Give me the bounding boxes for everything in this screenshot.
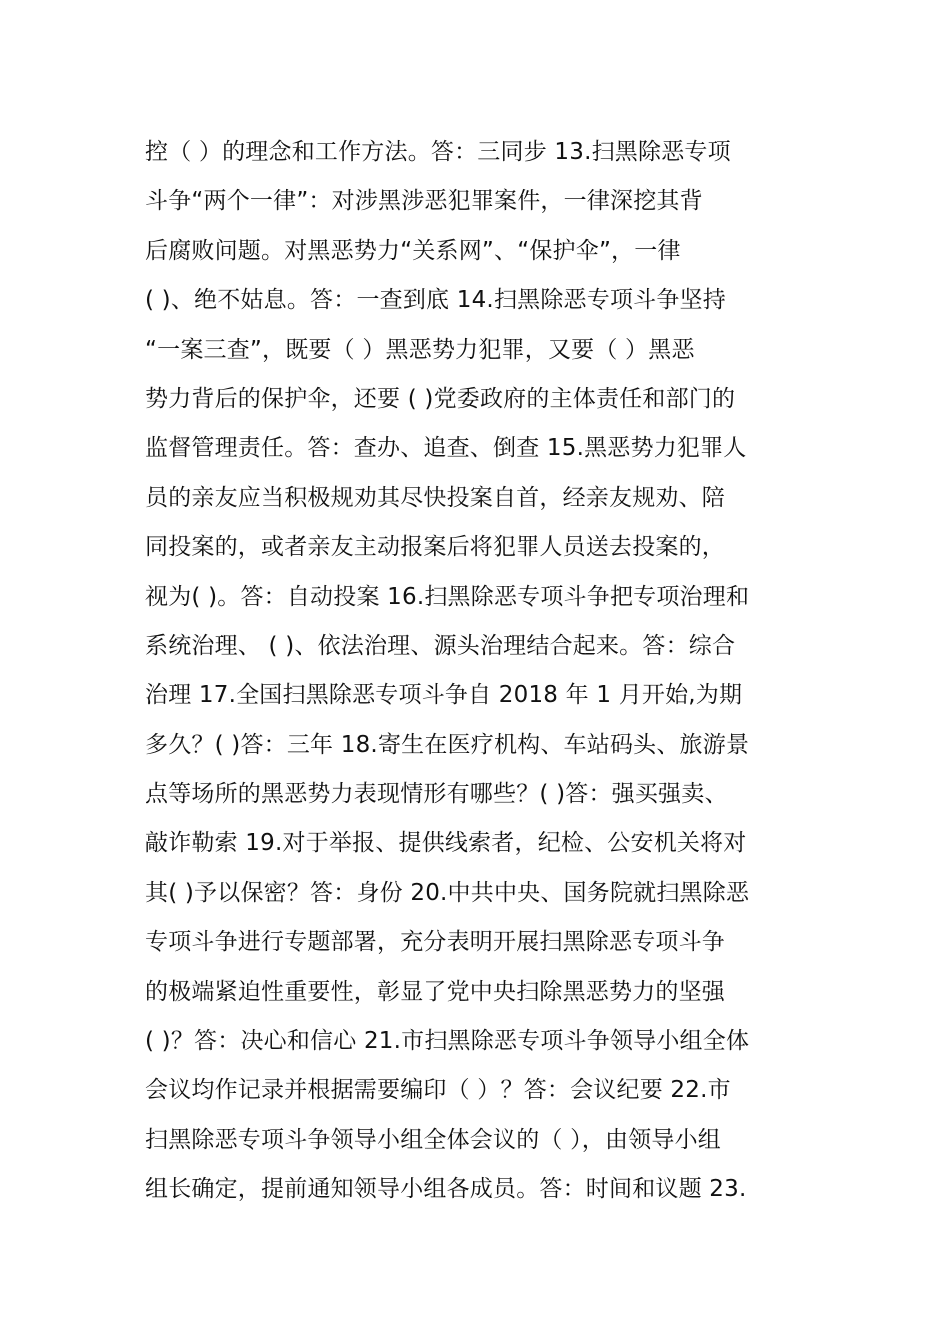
text-line: ( )、绝不姑息。答：一查到底 14.扫黑除恶专项斗争坚持 (145, 287, 726, 314)
text-line: 治理 17.全国扫黑除恶专项斗争自 2018 年 1 月开始,为期 (145, 682, 743, 709)
text-line: 同投案的，或者亲友主动报案后将犯罪人员送去投案的， (145, 534, 725, 561)
text-line: 系统治理、 ( )、依法治理、源头治理结合起来。答：综合 (145, 632, 736, 659)
text-line: 专项斗争进行专题部署，充分表明开展扫黑除恶专项斗争 (145, 929, 725, 956)
text-line: 的极端紧迫性重要性，彰显了党中央扫除黑恶势力的坚强 (145, 978, 725, 1005)
text-line: 员的亲友应当积极规劝其尽快投案自首，经亲友规劝、陪 (145, 484, 725, 511)
text-line: 扫黑除恶专项斗争领导小组全体会议的（ ），由领导小组 (145, 1126, 722, 1153)
text-line: 敲诈勒索 19.对于举报、提供线索者，纪检、公安机关将对 (145, 830, 747, 857)
text-line: “一案三查”，既要（ ）黑恶势力犯罪，又要（ ）黑恶 (145, 336, 695, 363)
text-line: 组长确定，提前通知领导小组各成员。答：时间和议题 23. (145, 1176, 747, 1203)
text-line: 监督管理责任。答：查办、追查、倒查 15.黑恶势力犯罪人 (145, 435, 747, 462)
text-line: 势力背后的保护伞，还要 ( )党委政府的主体责任和部门的 (145, 385, 736, 412)
text-line: 视为( )。答：自动投案 16.扫黑除恶专项斗争把专项治理和 (145, 583, 750, 610)
text-line: ( )？答：决心和信心 21.市扫黑除恶专项斗争领导小组全体 (145, 1028, 750, 1055)
document-body (145, 128, 815, 1215)
text-line: 斗争“两个一律”：对涉黑涉恶犯罪案件，一律深挖其背 (145, 188, 703, 215)
text-line: 点等场所的黑恶势力表现情形有哪些？( )答：强买强卖、 (145, 781, 728, 808)
text-line: 后腐败问题。对黑恶势力“关系网”、“保护伞”，一律 (145, 237, 681, 264)
text-line: 控（ ）的理念和工作方法。答：三同步 13.扫黑除恶专项 (145, 139, 731, 165)
text-line: 其( )予以保密？答：身份 20.中共中央、国务院就扫黑除恶 (145, 879, 750, 906)
text-line: 会议均作记录并根据需要编印（ ）？答：会议纪要 22.市 (145, 1077, 731, 1104)
text-line: 多久？( )答：三年 18.寄生在医疗机构、车站码头、旅游景 (145, 731, 750, 758)
